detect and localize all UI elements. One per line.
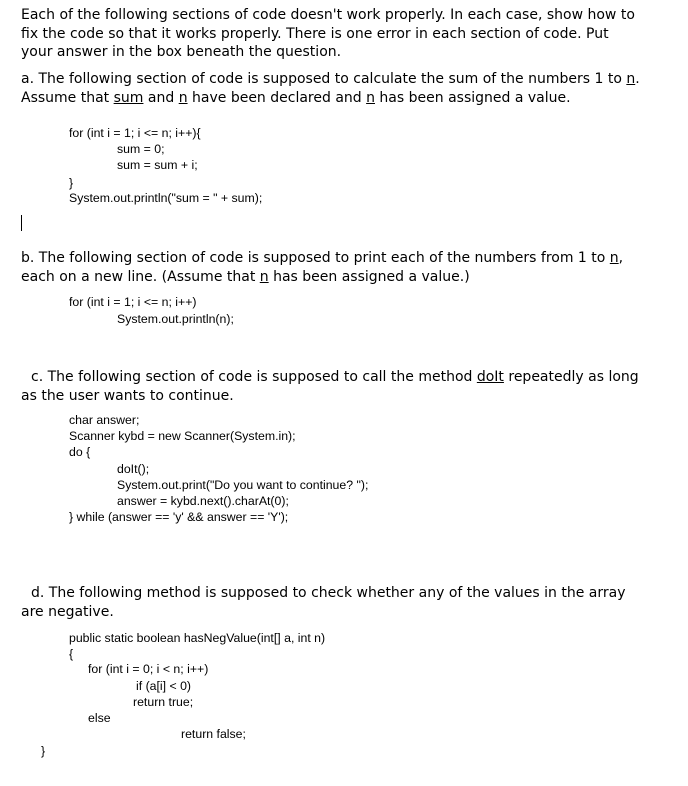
code-line: } while (answer == 'y' && answer == 'Y');: [69, 510, 289, 524]
code-line: sum = sum + i;: [117, 158, 198, 172]
code-line: for (int i = 1; i <= n; i++): [69, 295, 197, 309]
section-a-prompt-line-2: [21, 89, 571, 108]
section-d-prompt-line-2: are negative.: [21, 603, 114, 620]
section-b-text: b. The following section of code is supposed to print each of the numbers from 1 to: [21, 250, 610, 266]
code-line: answer = kybd.next().charAt(0);: [117, 494, 289, 508]
code-line: for (int i = 0; i < n; i++): [88, 662, 209, 676]
code-line: }: [69, 176, 74, 190]
section-c-text: c. The following section of code is supposed to call the method: [31, 369, 477, 385]
code-line: System.out.println("sum = " + sum);: [69, 191, 263, 205]
section-a-prompt-line-1: [21, 70, 640, 89]
code-line: System.out.print("Do you want to continue? ");: [117, 478, 369, 492]
code-line: {: [69, 647, 74, 661]
section-c-text: repeatedly as long: [503, 369, 639, 385]
section-a-text: has been assigned a value.: [374, 89, 571, 106]
code-line: else: [88, 711, 111, 725]
var-n: n: [366, 89, 375, 106]
method-doit: doIt: [476, 369, 504, 385]
intro-line-3: your answer in the box beneath the question.: [21, 44, 342, 60]
code-line: sum = 0;: [117, 142, 165, 156]
code-line: System.out.println(n);: [117, 312, 234, 326]
code-line: return true;: [133, 695, 194, 709]
text-cursor: [21, 215, 22, 231]
section-c-prompt-line-1: [31, 368, 639, 387]
code-line: return false;: [181, 727, 246, 741]
code-line: char answer;: [69, 413, 140, 427]
code-line: doIt();: [117, 462, 150, 476]
code-line: Scanner kybd = new Scanner(System.in);: [69, 429, 296, 443]
intro-line-2: fix the code so that it works properly. There is one error in each section of code. Put: [21, 25, 609, 42]
section-a-text: have been declared and: [187, 89, 367, 106]
var-n: n: [259, 268, 269, 285]
var-n: n: [609, 250, 619, 266]
section-d-prompt-line-1: d. The following method is supposed to check whether any of the values in the array: [31, 585, 626, 601]
section-b-text: has been assigned a value.): [268, 268, 470, 285]
section-a-text: Assume that: [21, 89, 114, 106]
section-a-text: and: [143, 89, 179, 106]
var-n: n: [178, 89, 188, 106]
var-sum: sum: [113, 89, 144, 106]
section-c-prompt-line-2: as the user wants to continue.: [21, 387, 234, 404]
section-b-prompt-line-1: [21, 249, 623, 268]
section-b-prompt-line-2: [21, 268, 470, 287]
section-b-text: each on a new line. (Assume that: [21, 268, 260, 285]
code-line: }: [41, 744, 46, 758]
code-line: public static boolean hasNegValue(int[] a, int n): [69, 631, 326, 645]
code-line: for (int i = 1; i <= n; i++){: [69, 126, 201, 140]
code-line: if (a[i] < 0): [136, 679, 192, 693]
section-a-text: a. The following section of code is supposed to calculate the sum of the numbers 1 to: [21, 71, 627, 87]
punct: ,: [618, 250, 624, 266]
var-n: n: [626, 71, 636, 87]
punct: .: [635, 71, 640, 87]
code-line: do {: [69, 445, 91, 459]
intro-line-1: Each of the following sections of code doesn't work properly. In each case, show how to: [21, 7, 635, 23]
